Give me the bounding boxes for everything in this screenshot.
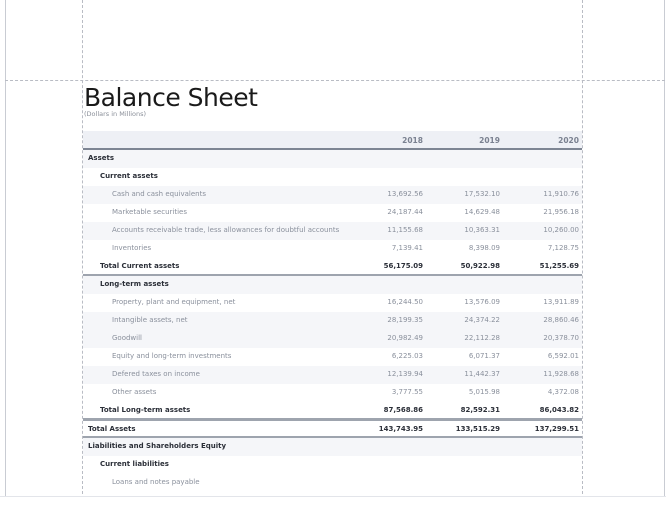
row-value-2020: 7,128.75: [547, 244, 579, 252]
row-value-2019: 14,629.48: [464, 208, 500, 216]
row-value-2019: 13,576.09: [464, 298, 500, 306]
row-value-2019: 133,515.29: [455, 425, 500, 433]
table-row: [83, 366, 582, 384]
balance-sheet-table: [83, 131, 582, 492]
row-label: Defered taxes on income: [112, 370, 200, 378]
row-value-2018: 7,139.41: [391, 244, 423, 252]
row-value-2019: 50,922.98: [460, 262, 500, 270]
total-row: [83, 402, 582, 420]
row-value-2018: 16,244.50: [387, 298, 423, 306]
section-row: [83, 276, 582, 294]
row-label: Total Long-term assets: [100, 406, 191, 414]
section-row: [83, 150, 582, 168]
row-value-2019: 10,363.31: [464, 226, 500, 234]
report-subtitle: (Dollars in Millions): [84, 110, 147, 118]
year-header: 2019: [479, 136, 500, 145]
row-value-2018: 24,187.44: [387, 208, 423, 216]
row-label: Inventories: [112, 244, 152, 252]
report-title: Balance Sheet: [84, 83, 258, 112]
row-label: Equity and long-term investments: [112, 352, 232, 360]
row-label: Loans and notes payable: [112, 478, 200, 486]
row-value-2020: 4,372.08: [547, 388, 579, 396]
row-value-2018: 143,743.95: [378, 425, 423, 433]
row-value-2020: 51,255.69: [539, 262, 579, 270]
row-label: Liabilities and Shareholders Equity: [88, 442, 227, 450]
row-label: Goodwill: [112, 334, 142, 342]
table-header: [83, 131, 582, 150]
year-header: 2020: [558, 136, 579, 145]
row-value-2020: 13,911.89: [543, 298, 579, 306]
row-label: Cash and cash equivalents: [112, 190, 206, 198]
margin-guide-top: [5, 80, 665, 81]
row-value-2019: 17,532.10: [464, 190, 500, 198]
row-value-2020: 28,860.46: [543, 316, 579, 324]
row-value-2020: 20,378.70: [543, 334, 579, 342]
row-value-2020: 11,928.68: [543, 370, 579, 378]
row-value-2018: 87,568.86: [383, 406, 423, 414]
table-row: [83, 222, 582, 240]
row-value-2019: 6,071.37: [468, 352, 500, 360]
year-header: 2018: [402, 136, 423, 145]
table-row: [83, 474, 582, 492]
row-label: Long-term assets: [100, 280, 169, 288]
row-value-2018: 13,692.56: [387, 190, 423, 198]
page-torn-edge: [0, 496, 666, 506]
row-value-2020: 137,299.51: [534, 425, 579, 433]
table-row: [83, 330, 582, 348]
table-row: [83, 204, 582, 222]
row-label: Marketable securities: [112, 208, 187, 216]
section-row: [83, 438, 582, 456]
row-value-2018: 56,175.09: [383, 262, 423, 270]
row-label: Property, plant and equipment, net: [112, 298, 236, 306]
row-value-2019: 82,592.31: [460, 406, 500, 414]
table-row: [83, 348, 582, 366]
section-row: [83, 168, 582, 186]
row-value-2020: 10,260.00: [543, 226, 579, 234]
row-value-2018: 28,199.35: [387, 316, 423, 324]
row-label: Intangible assets, net: [112, 316, 188, 324]
row-value-2019: 24,374.22: [464, 316, 500, 324]
grand-row: [83, 420, 582, 438]
row-value-2019: 11,442.37: [464, 370, 500, 378]
table-row: [83, 312, 582, 330]
table-row: [83, 294, 582, 312]
row-value-2018: 11,155.68: [387, 226, 423, 234]
row-value-2018: 3,777.55: [391, 388, 423, 396]
margin-guide-right: [582, 0, 583, 499]
row-value-2019: 22,112.28: [464, 334, 500, 342]
table-row: [83, 186, 582, 204]
row-label: Total Current assets: [100, 262, 180, 270]
row-label: Current assets: [100, 172, 158, 180]
row-value-2020: 6,592.01: [547, 352, 579, 360]
row-label: Accounts receivable trade, less allowances for doubtful accounts: [112, 226, 340, 234]
row-label: Current liabilities: [100, 460, 169, 468]
row-value-2020: 11,910.76: [543, 190, 579, 198]
row-value-2018: 6,225.03: [391, 352, 423, 360]
row-value-2019: 5,015.98: [468, 388, 500, 396]
row-label: Total Assets: [88, 425, 136, 433]
total-row: [83, 258, 582, 276]
section-row: [83, 456, 582, 474]
row-label: Other assets: [112, 388, 157, 396]
table-row: [83, 240, 582, 258]
table-row: [83, 384, 582, 402]
row-value-2018: 20,982.49: [387, 334, 423, 342]
row-value-2020: 86,043.82: [539, 406, 579, 414]
row-label: Assets: [88, 154, 115, 162]
row-value-2019: 8,398.09: [468, 244, 500, 252]
row-value-2020: 21,956.18: [543, 208, 579, 216]
row-value-2018: 12,139.94: [387, 370, 423, 378]
